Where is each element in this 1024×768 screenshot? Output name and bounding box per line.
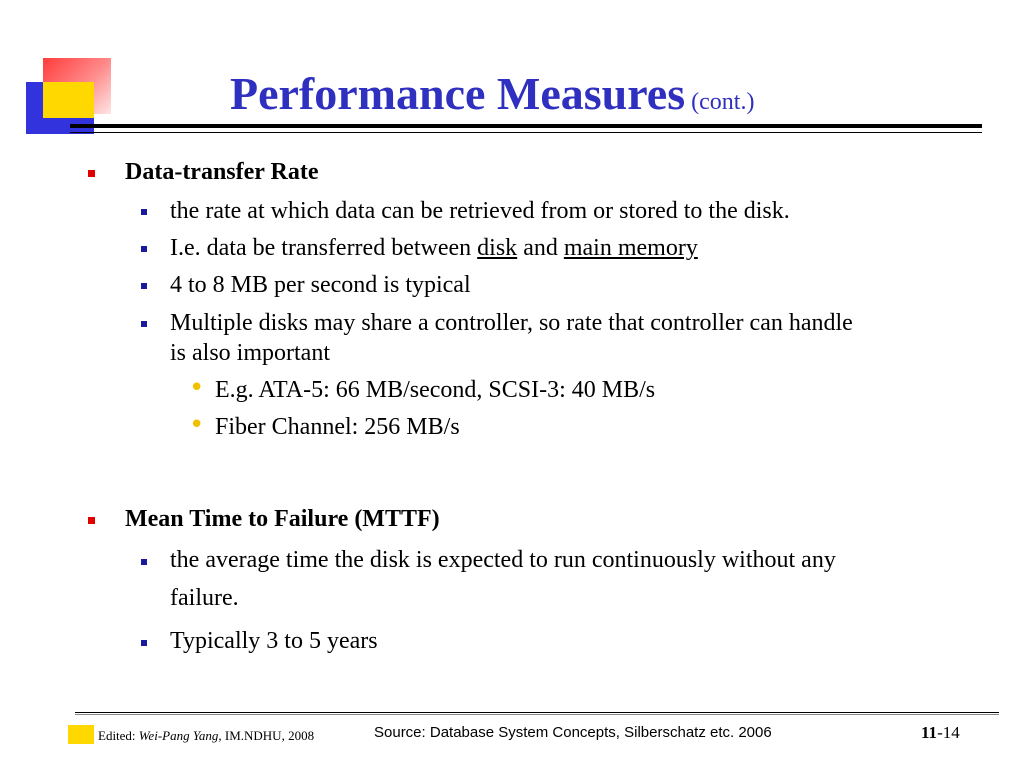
- list-item-line1: Multiple disks may share a controller, so rate that controller can handle: [170, 310, 853, 336]
- list-item: the rate at which data can be retrieved from or stored to the disk.: [170, 198, 790, 224]
- bullet-l2-icon: [141, 283, 147, 289]
- logo-yellow-square: [43, 82, 94, 118]
- footer-logo-square: [68, 725, 94, 744]
- bullet-l2-icon: [141, 209, 147, 215]
- list-item: Typically 3 to 5 years: [170, 628, 378, 654]
- bullet-l2-icon: [141, 321, 147, 327]
- section-heading-mttf: Mean Time to Failure (MTTF): [125, 506, 440, 532]
- bullet-l2-icon: [141, 246, 147, 252]
- item-mid: and: [517, 235, 564, 261]
- edited-org: IM.NDHU, 2008: [221, 728, 315, 743]
- sub-list-item: Fiber Channel: 256 MB/s: [215, 414, 460, 440]
- footer-rule-shadow: [75, 714, 999, 715]
- footer-source: Source: Database System Concepts, Silberschatz etc. 2006: [374, 724, 772, 741]
- list-item: 4 to 8 MB per second is typical: [170, 272, 471, 298]
- bullet-l3-icon: •: [189, 410, 205, 440]
- bullet-l1-icon: [88, 170, 95, 177]
- bullet-l2-icon: [141, 640, 147, 646]
- bullet-l2-icon: [141, 559, 147, 565]
- page-rest: -14: [937, 723, 960, 742]
- footer-edited: [98, 728, 314, 744]
- link-disk[interactable]: disk: [477, 235, 518, 261]
- list-item-line2: failure.: [170, 585, 239, 611]
- bullet-l1-icon: [88, 517, 95, 524]
- list-item-line2: is also important: [170, 340, 330, 366]
- section-heading-transfer: Data-transfer Rate: [125, 159, 319, 185]
- sub-list-item: E.g. ATA-5: 66 MB/second, SCSI-3: 40 MB/s: [215, 377, 656, 403]
- list-item: [170, 233, 698, 263]
- title-cont: (cont.): [691, 89, 755, 115]
- page-number: [921, 723, 960, 743]
- item-prefix: I.e. data be transferred between: [170, 235, 478, 261]
- footer-rule: [75, 712, 999, 713]
- bullet-l3-icon: •: [189, 373, 205, 403]
- title-rule-thick: [70, 124, 982, 128]
- list-item-line1: the average time the disk is expected to run continuously without any: [170, 547, 836, 573]
- title-main: Performance Measures: [230, 68, 686, 119]
- link-main-memory[interactable]: main memory: [563, 235, 698, 261]
- edited-label: Edited:: [98, 728, 139, 743]
- title-rule-thin: [70, 132, 982, 133]
- edited-author: Wei-Pang Yang,: [138, 728, 222, 743]
- page-chapter: 11: [921, 723, 938, 742]
- slide-title: [230, 68, 754, 128]
